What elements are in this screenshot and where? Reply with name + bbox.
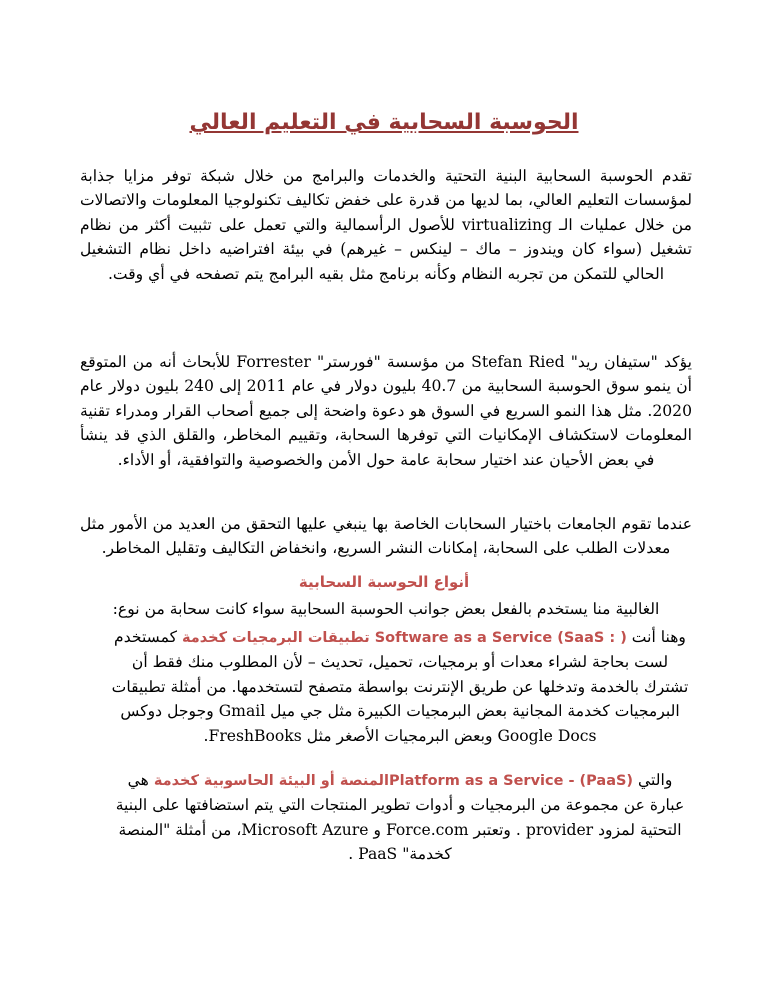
list-item-body: كمستخدم لست بحاجة لشراء معدات أو برمجيات، تحميل، تحديث – لأن المطلوب منك فقط أن تشترك بالخدمة وتدخلها عن طريق الإنترنت بواسطة متصفح لتستخدمها. من أمثلة تطبيقات البرمجيات كخدمة المجانية بعض البرمجيات الكبيرة مثل جي ميل Gmail وجوجل دوكس Google Docs وبعض البرمجيات الأصغر مثل FreshBooks. [111, 628, 689, 745]
paragraph-intro: تقدم الحوسبة السحابية البنية التحتية والخدمات والبرامج من خلال شبكة توفر مزايا جذابة لمؤسسات التعليم العالي، بما لديها من قدرة على خفض تكاليف تكنولوجيا المعلومات والاتصالات من خلال عمليات الـ virtualizing للأصول الرأسمالية والتي تعمل على تثبيت أكثر من نظام تشغيل (سواء كان ويندوز – ماك – لينكس – غيرهم) في بيئة افتراضيه داخل نظام التشغيل الحالي للتمكن من تجربه النظام وكأنه برنامج مثل بقيه البرامج يتم تصفحه في أي وقت. [80, 167, 692, 283]
list-item-highlight: Software as a Service (SaaS : ) تطبيقات البرمجيات كخدمة [181, 630, 627, 646]
list-saas [110, 625, 690, 748]
list-item [110, 625, 690, 748]
list-item-prefix: والتي [638, 771, 673, 789]
list-item [110, 768, 690, 867]
list-paas [110, 768, 690, 867]
paragraph-forrester: يؤكد "ستيفان ريد" Stefan Ried من مؤسسة "فورستر" Forrester للأبحاث أنه من المتوقع أن ينمو سوق الحوسبة السحابية من 40.7 بليون دولار في عام 2011 إلى 240 بليون دولار عام 2020. مثل هذا النمو السريع في السوق هو دعوة واضحة إلى جميع أصحاب القرار ومدراء تقنية المعلومات لاستكشاف الإمكانيات التي توفرها السحابة، وتقييم المخاطر، والقلق الذي قد ينشأ في بعض الأحيان عند اختيار سحابة عامة حول الأمن والخصوصية والتوافقية، أو الأداء. [80, 353, 692, 469]
paragraph-universities: عندما تقوم الجامعات باختيار السحابات الخاصة بها ينبغي عليها التحقق من العديد من الأمور مثل معدلات الطلب على السحابة، إمكانات النشر السريع، وانخفاض التكاليف وتقليل المخاطر. [80, 515, 692, 558]
document-title: الحوسبة السحابية في التعليم العالي [189, 110, 579, 135]
list-item-highlight: Platform as a Service - (PaaS)المنصة أو البيئة الحاسوبية كخدمة [153, 773, 634, 789]
list-item-body: هي عبارة عن مجموعة من البرمجيات و أدوات تطوير المنتجات التي يتم استضافتها على البنية التحتية لمزود provider . وتعتبر Force.com و Microsoft Azure، من أمثلة "المنصة كخدمة" PaaS . [115, 771, 685, 864]
types-intro: الغالبية منا يستخدم بالفعل بعض جوانب الحوسبة السحابية سواء كانت سحابة من نوع: [112, 600, 660, 618]
list-item-prefix: وهنا أنت [631, 628, 686, 646]
section-heading: أنواع الحوسبة السحابية [298, 573, 470, 591]
